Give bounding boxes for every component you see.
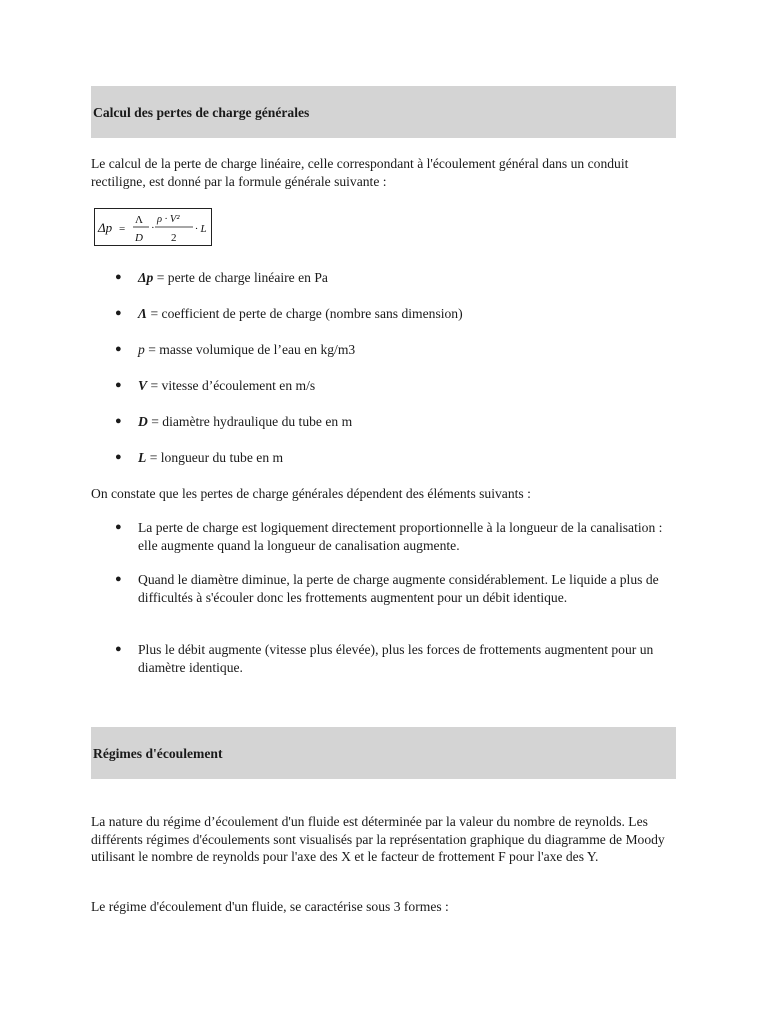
variable-description: = masse volumique de l’eau en kg/m3 — [144, 342, 356, 357]
bullet-icon: ● — [115, 573, 122, 585]
variable-symbol: Δp — [138, 270, 154, 285]
element-text: La perte de charge est logiquement directement proportionnelle à la longueur de la canalisation : elle augmente quand la longueur de canalisation augmente. — [138, 520, 663, 553]
bullet-icon: ● — [115, 521, 122, 533]
formula-denominator-d: D — [135, 232, 143, 244]
intro-paragraph: Le calcul de la perte de charge linéaire, celle correspondant à l'écoulement général dans un conduit rectiligne, est donné par la formule générale suivante : — [91, 156, 629, 189]
formula-equals: = — [119, 223, 126, 235]
variable-description: = diamètre hydraulique du tube en m — [147, 414, 353, 429]
formula-lhs: Δp — [98, 220, 113, 235]
variable-description: = coefficient de perte de charge (nombre sans dimension) — [147, 306, 463, 321]
regime-forms-paragraph: Le régime d'écoulement d'un fluide, se caractérise sous 3 formes : — [91, 899, 449, 914]
formula-denominator-two: 2 — [171, 232, 177, 244]
bullet-icon: ● — [115, 343, 122, 355]
bullet-icon: ● — [115, 643, 122, 655]
variable-description: = vitesse d’écoulement en m/s — [147, 378, 316, 393]
formula-numerator-rho-v2: ρ · V² — [157, 214, 180, 225]
variable-symbol: Λ — [138, 306, 148, 321]
variable-symbol: p — [138, 342, 145, 357]
bullet-icon: ● — [115, 271, 122, 283]
formula-box — [94, 208, 212, 246]
darcy-formula — [95, 209, 211, 245]
regime-paragraph: La nature du régime d’écoulement d'un fluide est déterminée par la valeur du nombre de reynolds. Les différents régimes d'écoulements sont visualisés par la représentation graphique du diagramme de Moody utilisant le nombre de reynolds pour l'axe des X et le facteur de frottement F pour l'axe des Y. — [91, 814, 665, 864]
element-text: Plus le débit augmente (vitesse plus élevée), plus les forces de frottements augmentent pour un diamètre identique. — [138, 642, 654, 675]
variable-symbol: D — [138, 414, 148, 429]
section-title: Régimes d'écoulement — [93, 746, 223, 761]
section-title: Calcul des pertes de charge générales — [93, 105, 310, 120]
bullet-icon: ● — [115, 307, 122, 319]
variable-description: = longueur du tube en m — [146, 450, 284, 465]
element-text: Quand le diamètre diminue, la perte de charge augmente considérablement. Le liquide a plus de difficultés à s'écouler donc les frottements augmentent pour un débit identique. — [138, 572, 659, 605]
section-header-pertes-de-charge — [91, 86, 676, 138]
section-header-regimes — [91, 727, 676, 779]
bullet-icon: ● — [115, 379, 122, 391]
formula-lambda: Λ — [135, 214, 143, 226]
variable-symbol: L — [138, 450, 147, 465]
formula-dot: · — [151, 222, 155, 234]
bullet-icon: ● — [115, 415, 122, 427]
variable-symbol: V — [138, 378, 148, 393]
variable-description: = perte de charge linéaire en Pa — [153, 270, 328, 285]
formula-length: · L — [195, 223, 207, 235]
bullet-icon: ● — [115, 451, 122, 463]
constat-paragraph: On constate que les pertes de charge générales dépendent des éléments suivants : — [91, 486, 531, 501]
